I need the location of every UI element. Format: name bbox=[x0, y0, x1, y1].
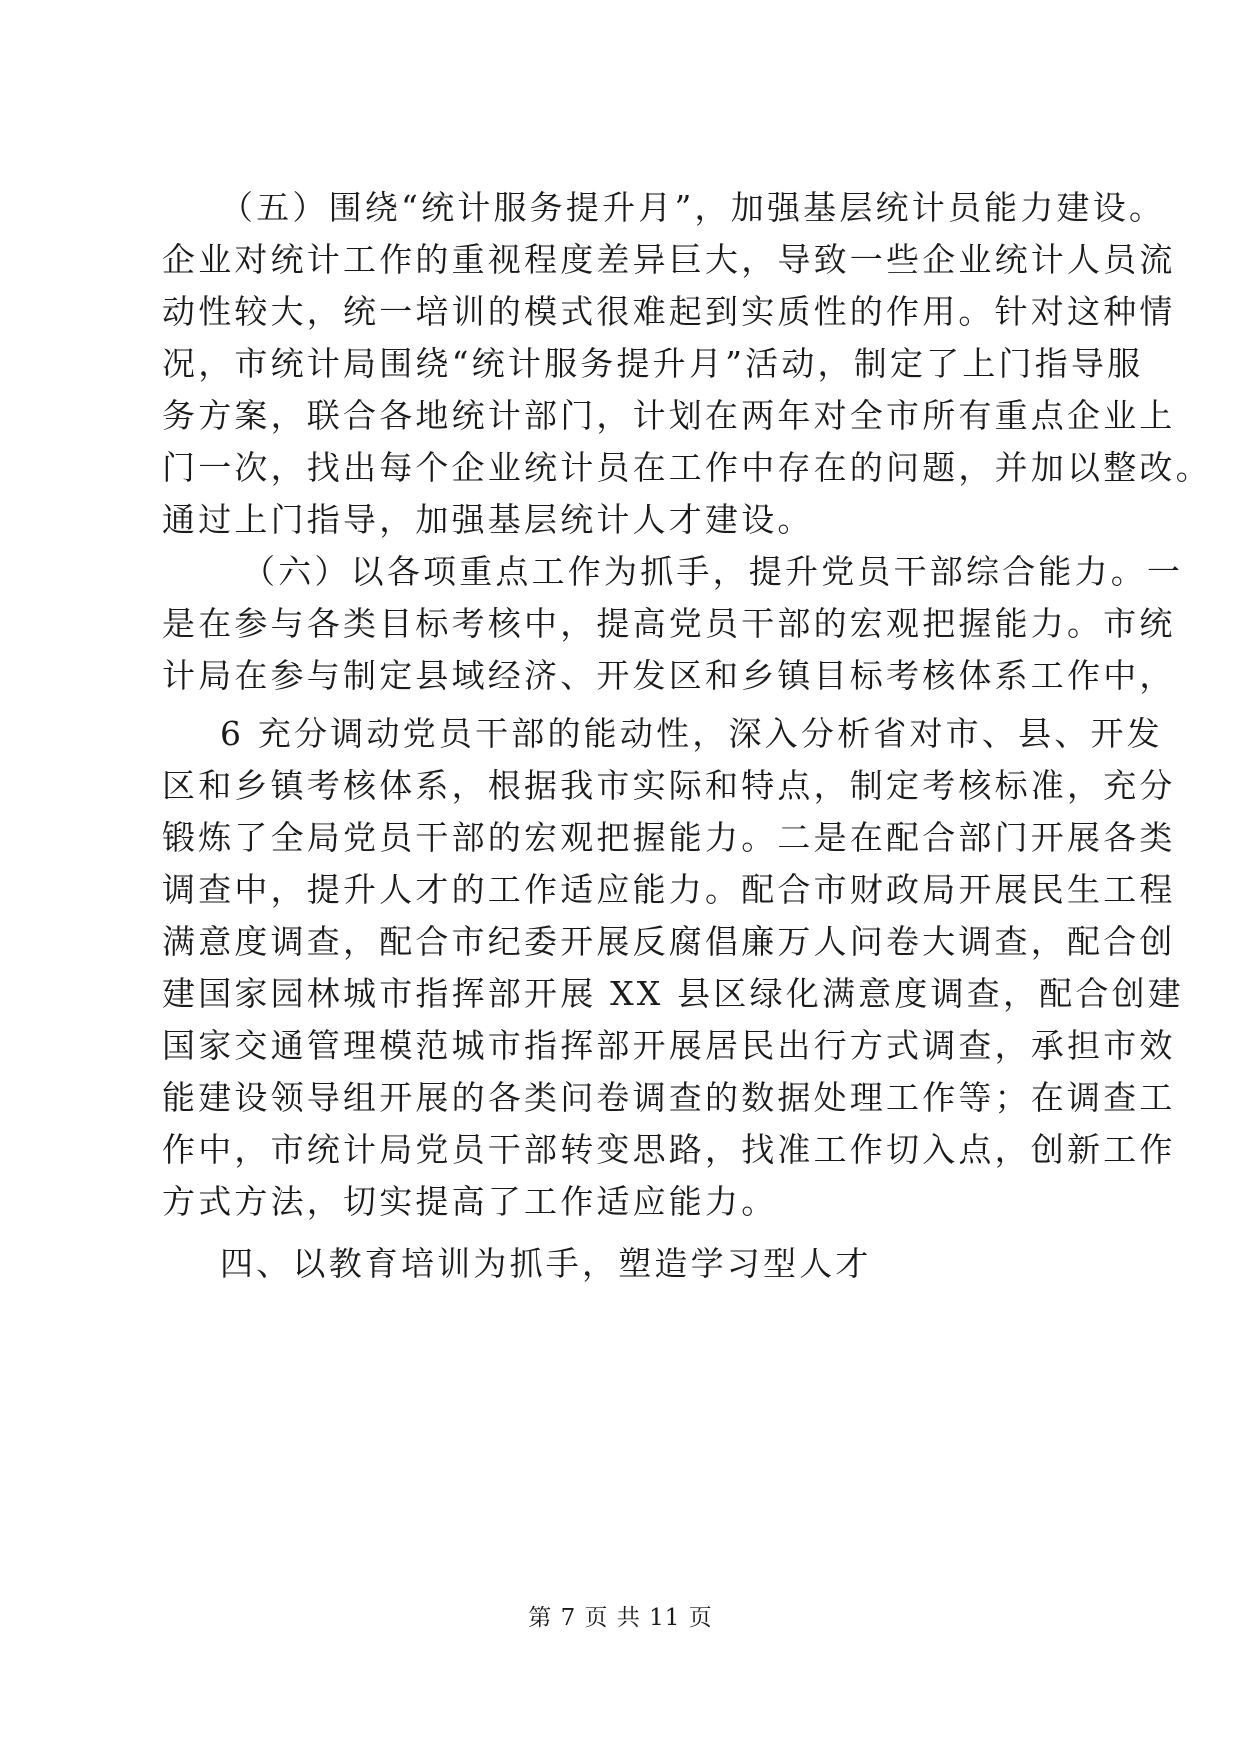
paragraph-3-line-1: 6 充分调动党员干部的能动性，深入分析省对市、县、开发 bbox=[220, 714, 1163, 753]
paragraph-1-line-1: （五）围绕“统计服务提升月”，加强基层统计员能力建设。 bbox=[220, 188, 1166, 227]
paragraph-1-line-3: 动性较大，统一培训的模式很难起到实质性的作用。针对这种情 bbox=[162, 292, 1176, 331]
paragraph-3-line-7: 国家交通管理模范城市指挥部开展居民出行方式调查，承担市效 bbox=[162, 1026, 1176, 1065]
paragraph-2-line-3: 计局在参与制定县域经济、开发区和乡镇目标考核体系工作中， bbox=[162, 656, 1176, 695]
paragraph-1-line-2: 企业对统计工作的重视程度差异巨大，导致一些企业统计人员流 bbox=[162, 240, 1176, 279]
paragraph-1-line-5: 务方案，联合各地统计部门，计划在两年对全市所有重点企业上 bbox=[162, 396, 1176, 435]
paragraph-1-line-4: 况，市统计局围绕“统计服务提升月”活动，制定了上门指导服 bbox=[162, 344, 1144, 383]
page-number-footer: 第 7 页 共 11 页 bbox=[528, 1605, 713, 1631]
paragraph-3-line-2: 区和乡镇考核体系，根据我市实际和特点，制定考核标准，充分 bbox=[162, 766, 1176, 805]
paragraph-2-line-2: 是在参与各类目标考核中，提高党员干部的宏观把握能力。市统 bbox=[162, 604, 1176, 643]
paragraph-3-line-6: 建国家园林城市指挥部开展 XX 县区绿化满意度调查，配合创建 bbox=[162, 974, 1184, 1013]
paragraph-2-line-1: （六）以各项重点工作为抓手，提升党员干部综合能力。一 bbox=[242, 552, 1184, 591]
paragraph-1-line-6: 门一次，找出每个企业统计员在工作中存在的问题，并加以整改。 bbox=[162, 448, 1212, 487]
paragraph-3-line-5: 满意度调查，配合市纪委开展反腐倡廉万人问卷大调查，配合创 bbox=[162, 922, 1176, 961]
paragraph-3-line-4: 调查中，提升人才的工作适应能力。配合市财政局开展民生工程 bbox=[162, 870, 1176, 909]
paragraph-1-line-7: 通过上门指导，加强基层统计人才建设。 bbox=[162, 500, 814, 539]
paragraph-3-line-3: 锻炼了全局党员干部的宏观把握能力。二是在配合部门开展各类 bbox=[162, 818, 1176, 857]
section-heading: 四、以教育培训为抓手，塑造学习型人才 bbox=[220, 1244, 872, 1283]
paragraph-3-line-8: 能建设领导组开展的各类问卷调查的数据处理工作等；在调查工 bbox=[162, 1078, 1176, 1117]
paragraph-3-line-9: 作中，市统计局党员干部转变思路，找准工作切入点，创新工作 bbox=[162, 1130, 1176, 1169]
paragraph-3-line-10: 方式方法，切实提高了工作适应能力。 bbox=[162, 1182, 778, 1221]
